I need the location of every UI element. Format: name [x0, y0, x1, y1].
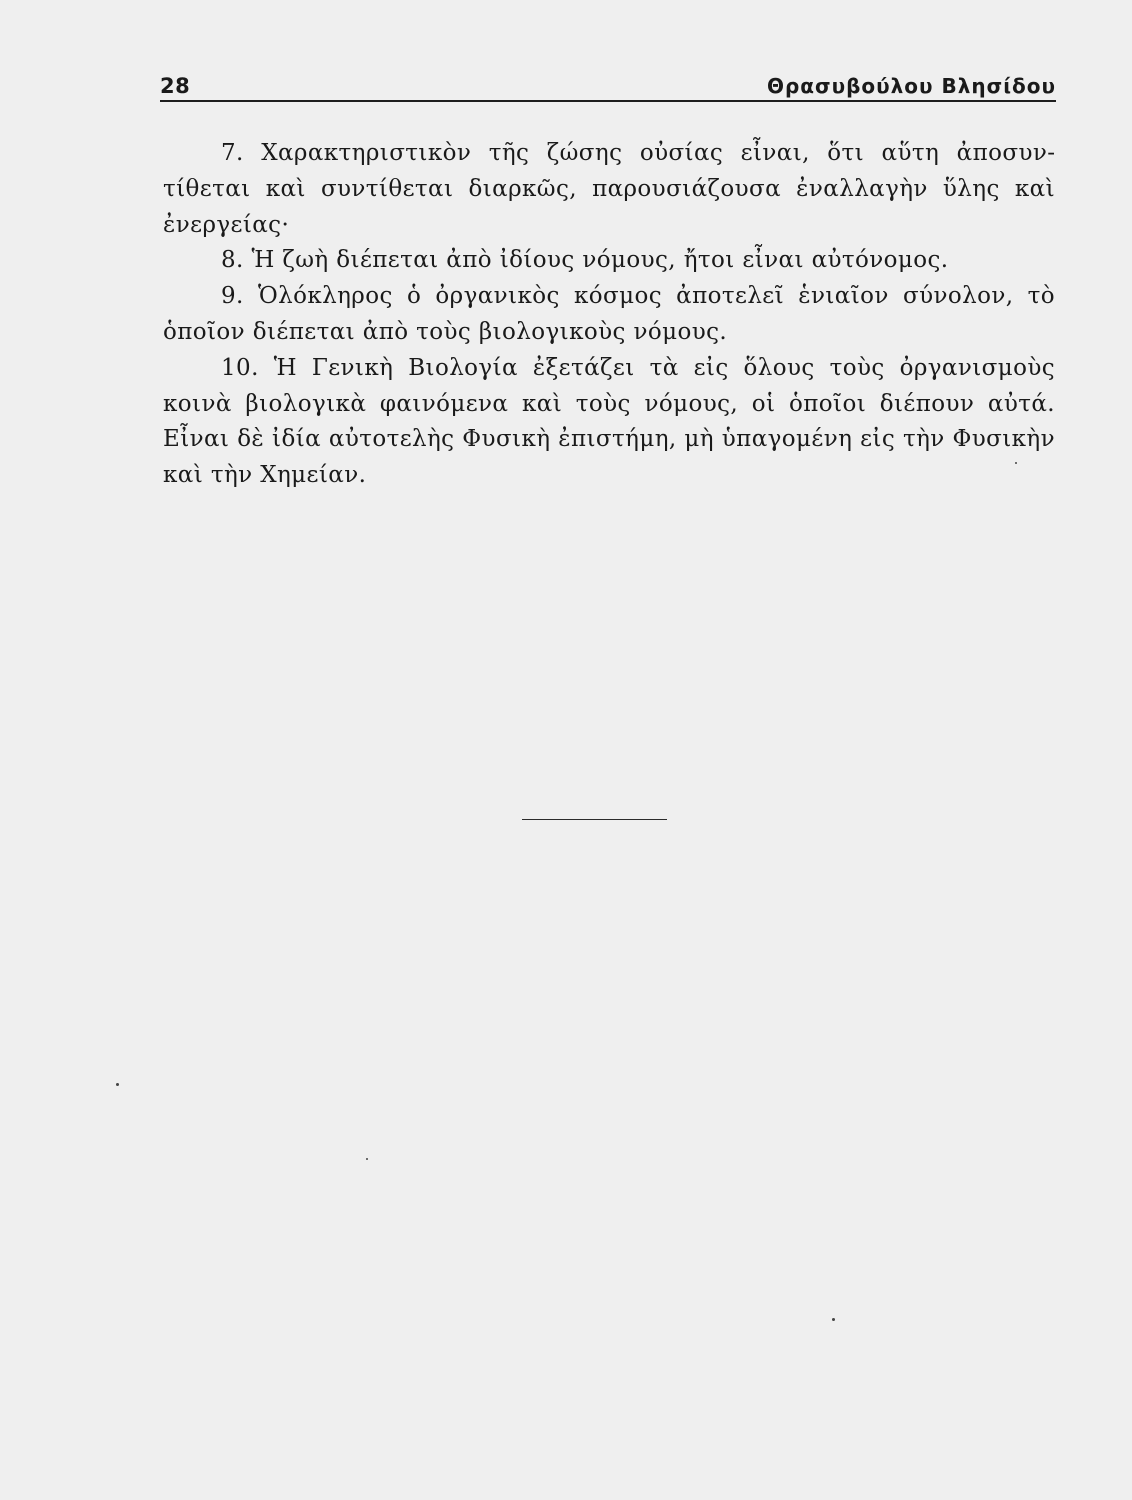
- paper-speck: [832, 1318, 835, 1321]
- page-number: 28: [160, 74, 191, 98]
- paragraph-7: 7. Χαρακτηριστικὸν τῆς ζώσης οὐσίας εἶναι, ὅτι αὕτη ἀποσυντίθεται καὶ συντίθεται διαρκῶς, παρουσιάζουσα ἐναλλαγὴν ὕλης καὶ ἐνεργείας·: [163, 140, 1055, 238]
- page-header: [160, 70, 1056, 102]
- body-text: [163, 136, 1055, 494]
- paragraph-8: 8. Ἡ ζωὴ διέπεται ἀπὸ ἰδίους νόμους, ἤτοι εἶναι αὐτόνομος.: [221, 247, 949, 274]
- paper-speck: [116, 1083, 119, 1086]
- running-head: Θρασυβούλου Βλησίδου: [766, 74, 1056, 98]
- paragraph-9: 9. Ὁλόκληρος ὁ ὀργανικὸς κόσμος ἀποτελεῖ ἑνιαῖον σύνολον, τὸ ὁποῖον διέπεται ἀπὸ τοὺς βιολογικοὺς νόμους.: [163, 283, 1055, 345]
- paragraph-10: 10. Ἡ Γενικὴ Βιολογία ἐξετάζει τὰ εἰς ὅλους τοὺς ὀργανισμοὺς κοινὰ βιολογικὰ φαινόμενα καὶ τοὺς νόμους, οἱ ὁποῖοι διέπουν αὐτά. Εἶναι δὲ ἰδία αὐτοτελὴς Φυσικὴ ἐπιστήμη, μὴ ὑπαγομένη εἰς τὴν Φυσικὴν καὶ τὴν Χημείαν.: [163, 354, 1055, 489]
- paper-speck: [1015, 462, 1017, 464]
- paper-speck: [366, 1158, 368, 1160]
- section-end-rule: [522, 819, 667, 820]
